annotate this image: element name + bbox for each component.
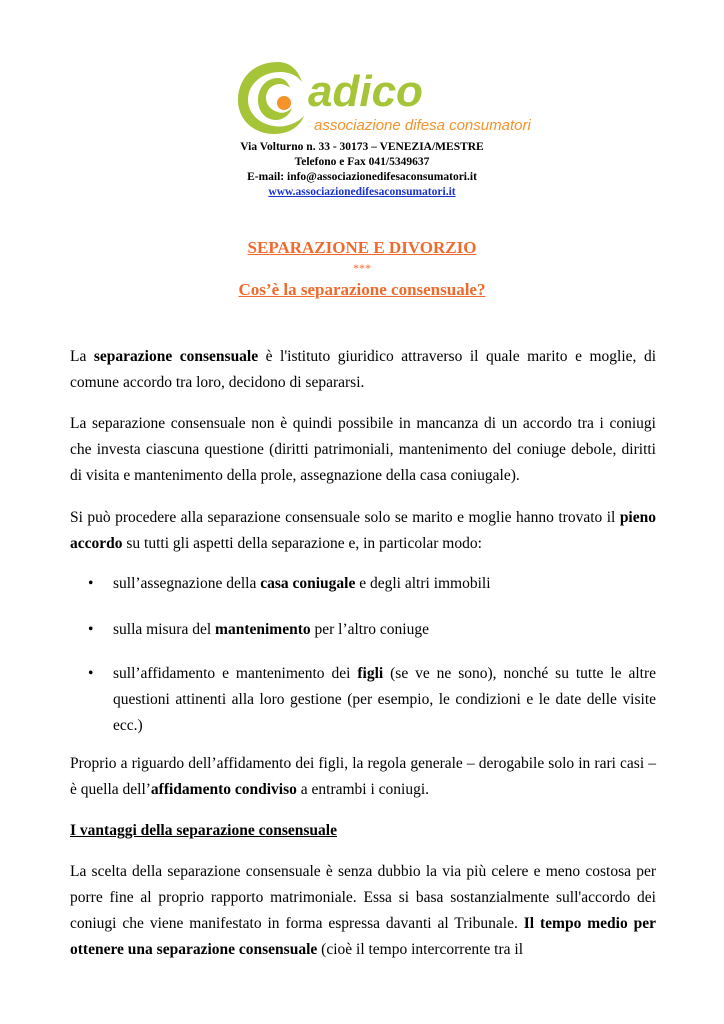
website-link[interactable]: www.associazionedifesaconsumatori.it	[268, 186, 456, 198]
address: Via Volturno n. 33 - 30173 – VENEZIA/MESTRE	[240, 141, 484, 153]
logo-name: adico	[308, 67, 423, 116]
title-stars: ***	[353, 261, 371, 275]
logo-tagline: associazione difesa consumatori	[314, 117, 531, 134]
bold-term: pieno accordo	[70, 509, 656, 552]
contact-block	[0, 140, 724, 200]
bullet-icon: •	[88, 621, 94, 638]
document-title: SEPARAZIONE E DIVORZIO	[247, 238, 477, 257]
adico-logo	[234, 56, 531, 138]
document-subtitle: Cos’è la separazione consensuale?	[238, 280, 486, 299]
bold-term: Il tempo medio per ottenere una separazione consensuale	[70, 915, 656, 958]
bold-term: affidamento condiviso	[150, 781, 297, 798]
paragraph-5: La scelta della separazione consensuale è senza dubbio la via più celere e meno costosa per porre fine al proprio rapporto matrimoniale. Essa si basa sostanzialmente sull'accordo dei coniugi che viene manifestato in forma espressa davanti al Tribunale. Il tempo medio per ottenere una separazione consensuale (cioè il tempo intercorrente tra il	[70, 863, 656, 958]
paragraph-2: La separazione consensuale non è quindi possibile in mancanza di un accordo tra i coniugi che investa ciascuna questione (diritti patrimoniali, mantenimento del coniuge debole, diritti di visita e mantenimento della prole, assegnazione della casa coniugale).	[70, 415, 656, 484]
paragraph-3: Si può procedere alla separazione consensuale solo se marito e moglie hanno trovato il pieno accordo su tutti gli aspetti della separazione e, in particolar modo:	[70, 509, 656, 552]
bullet-icon: •	[88, 575, 94, 592]
paragraph-4: Proprio a riguardo dell’affidamento dei figli, la regola generale – derogabile solo in rari casi – è quella dell’affidamento condiviso a entrambi i coniugi.	[70, 755, 656, 798]
phone: Telefono e Fax 041/5349637	[294, 156, 430, 168]
email: E-mail: info@associazionedifesaconsumatori.it	[247, 171, 477, 183]
bold-term: separazione consensuale	[93, 348, 259, 365]
paragraph-1: La separazione consensuale è l'istituto giuridico attraverso il quale marito e moglie, di comune accordo tra loro, decidono di separarsi.	[70, 348, 656, 391]
bullet-icon: •	[88, 665, 94, 682]
section-heading: I vantaggi della separazione consensuale	[70, 822, 337, 839]
